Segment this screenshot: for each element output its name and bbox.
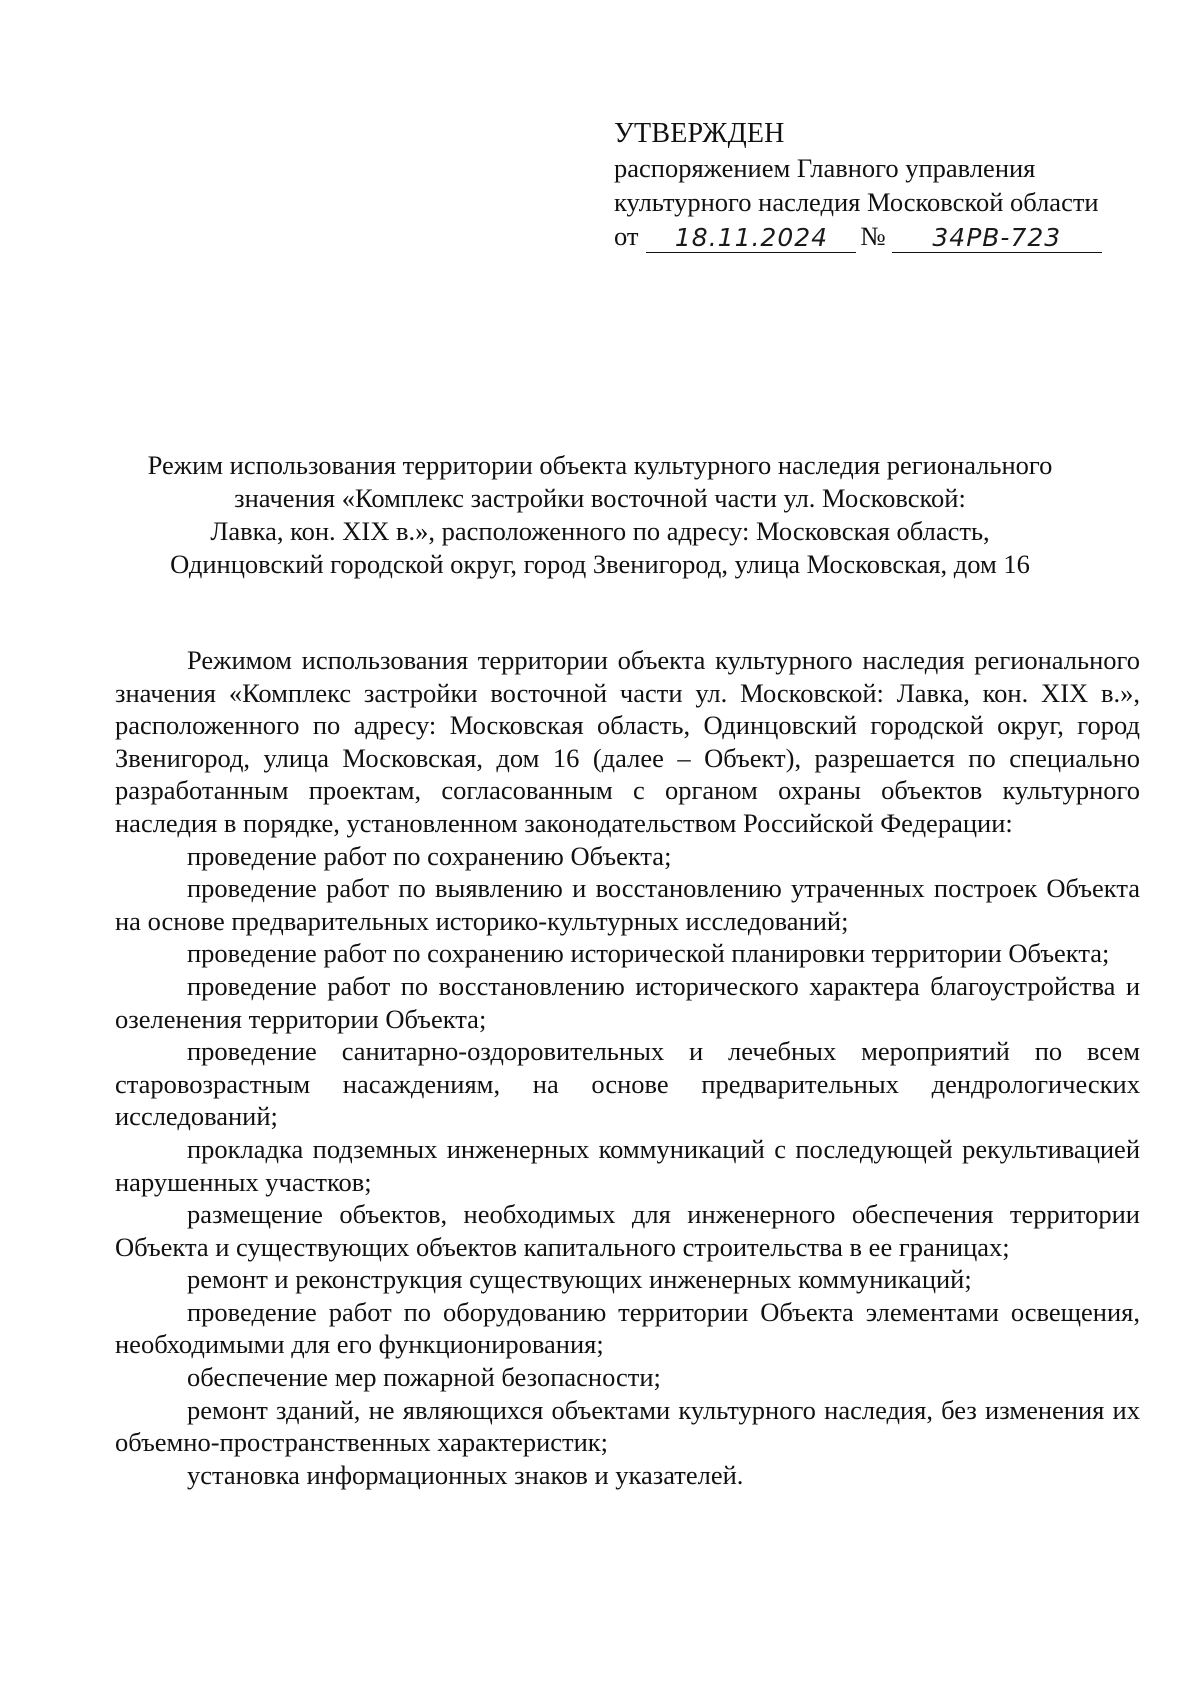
approval-heading: УТВЕРЖДЕН <box>614 118 785 149</box>
handwritten-date: 18.11.2024 <box>646 224 856 253</box>
approval-date-number-row <box>614 219 1134 253</box>
list-item: проведение работ по оборудованию территории Объекта элементами освещения, необходимыми для его функционирования; <box>115 1296 1140 1360</box>
title-line: Одинцовский городской округ, город Звенигород, улица Московская, дом 16 <box>170 549 1030 579</box>
list-item: установка информационных знаков и указателей. <box>187 1459 744 1490</box>
list-item: проведение санитарно-оздоровительных и лечебных мероприятий по всем старовозрастным насаждениям, на основе предварительных дендрологических исследований; <box>115 1036 1140 1132</box>
approval-line-2: культурного наследия Московской области <box>614 187 1099 217</box>
document-title <box>80 449 1120 581</box>
list-item: прокладка подземных инженерных коммуникаций с последующей рекультивацией нарушенных участков; <box>115 1133 1140 1197</box>
intro-paragraph: Режимом использования территории объекта культурного наследия регионального значения «Комплекс застройки восточной части ул. Московской: Лавка, кон. XIX в.», расположенного по адресу: Московская область, Одинцовский городской округ, город Звенигород, улица Московская, дом 16 (далее – Объект), разрешается по специально разработанным проектам, согласованным с органом охраны объектов культурного наследия в порядке, установленном законодательством Российской Федерации: <box>115 645 1140 838</box>
list-item: ремонт зданий, не являющихся объектами культурного наследия, без изменения их объемно-пространственных характеристик; <box>115 1394 1140 1458</box>
handwritten-number: 34РВ-723 <box>892 224 1102 253</box>
approval-stamp-block <box>614 117 1134 253</box>
title-line: Лавка, кон. XIX в.», расположенного по адресу: Московская область, <box>210 516 990 546</box>
list-item: обеспечение мер пожарной безопасности; <box>187 1362 661 1393</box>
list-item: проведение работ по выявлению и восстановлению утраченных построек Объекта на основе предварительных историко-культурных исследований; <box>115 873 1140 936</box>
title-line: значения «Комплекс застройки восточной части ул. Московской: <box>234 483 966 513</box>
list-item: проведение работ по восстановлению исторического характера благоустройства и озеленения территории Объекта; <box>115 970 1140 1034</box>
title-line: Режим использования территории объекта культурного наследия регионального <box>147 450 1053 480</box>
list-item: ремонт и реконструкция существующих инженерных коммуникаций; <box>187 1264 972 1295</box>
list-item: проведение работ по сохранению исторической планировки территории Объекта; <box>187 938 1110 969</box>
approval-line-1: распоряжением Главного управления <box>614 153 1036 183</box>
document-body <box>115 644 1140 1491</box>
list-item: проведение работ по сохранению Объекта; <box>187 840 672 871</box>
list-item: размещение объектов, необходимых для инженерного обеспечения территории Объекта и существующих объектов капитального строительства в ее границах; <box>115 1199 1140 1262</box>
date-prefix: от <box>614 221 639 251</box>
number-sign: № <box>860 221 886 251</box>
